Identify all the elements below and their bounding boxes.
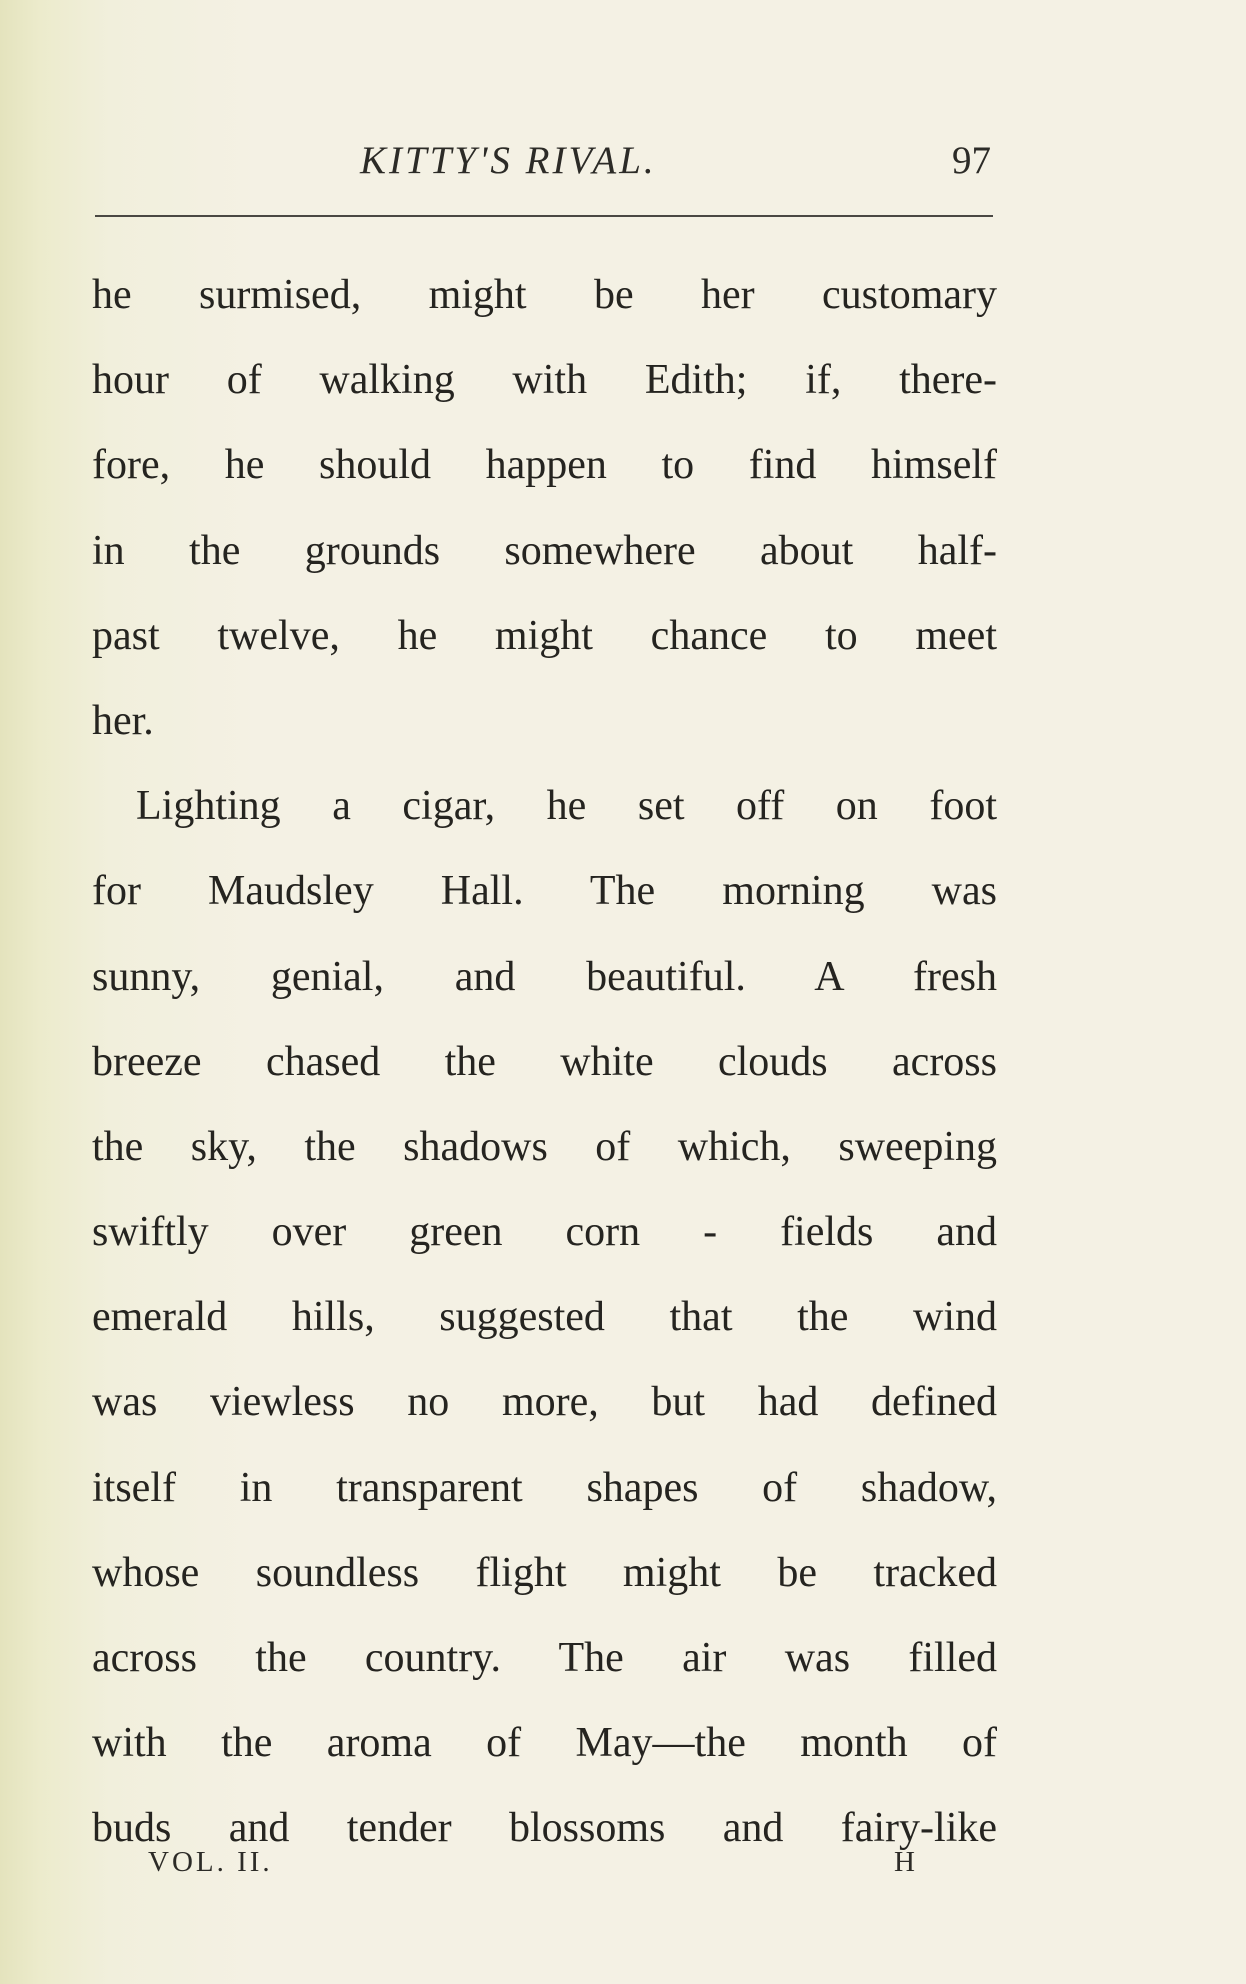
text-line: whose soundless flight might be tracked [92, 1549, 997, 1596]
text-line: buds and tender blossoms and fairy-like [92, 1805, 997, 1852]
running-title: KITTY'S RIVAL. [360, 139, 657, 182]
text-line: emerald hills, suggested that the wind [92, 1294, 997, 1341]
text-line: for Maudsley Hall. The morning was [92, 868, 997, 915]
signature-mark: H [894, 1846, 918, 1878]
text-line: was viewless no more, but had defined [92, 1379, 997, 1426]
text-line: breeze chased the white clouds across [92, 1038, 997, 1085]
text-line: hour of walking with Edith; if, there- [92, 357, 997, 404]
text-line: sunny, genial, and beautiful. A fresh [92, 953, 997, 1000]
page-header [95, 138, 995, 188]
volume-label: VOL. II. [148, 1846, 273, 1878]
text-line: past twelve, he might chance to meet [92, 612, 997, 659]
page-footer [148, 1846, 918, 1886]
text-line: in the grounds somewhere about half- [92, 527, 997, 574]
text-line: he surmised, might be her customary [92, 272, 997, 318]
text-line: fore, he should happen to find himself [92, 442, 997, 489]
header-rule [95, 215, 993, 217]
page-number: 97 [952, 139, 991, 182]
paragraph-start-line: Lighting a cigar, he set off on foot [136, 783, 997, 830]
text-line: the sky, the shadows of which, sweeping [92, 1123, 997, 1170]
text-line: swiftly over green corn - fields and [92, 1209, 997, 1256]
body-text [92, 253, 997, 1872]
text-line: across the country. The air was filled [92, 1635, 997, 1681]
text-line: with the aroma of May—the month of [92, 1720, 997, 1767]
text-line: itself in transparent shapes of shadow, [92, 1464, 997, 1511]
text-line: her. [92, 697, 154, 744]
